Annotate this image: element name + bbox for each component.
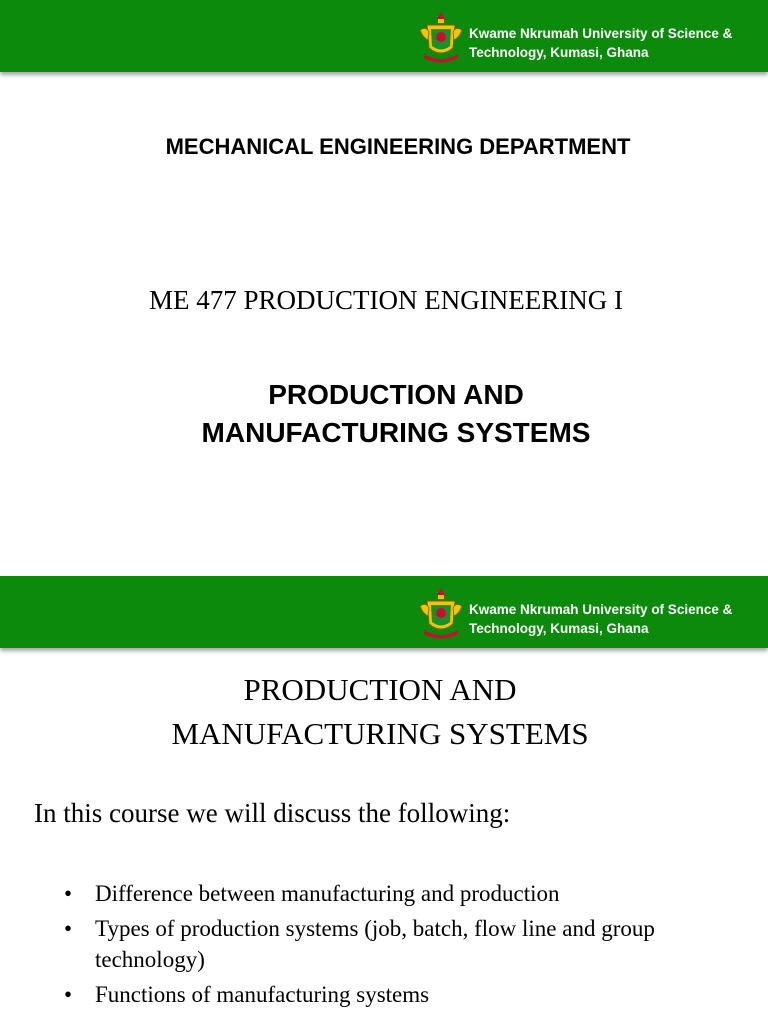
slide-title-line-2: MANUFACTURING SYSTEMS xyxy=(201,417,591,448)
knust-crest-icon xyxy=(418,10,464,66)
knust-crest-icon xyxy=(418,586,464,642)
slide-title-line-1: PRODUCTION AND xyxy=(243,672,517,707)
bullet-icon: • xyxy=(64,916,73,941)
bullet-icon: • xyxy=(64,881,73,906)
slide-title-line-2: MANUFACTURING SYSTEMS xyxy=(171,716,589,751)
slide-title xyxy=(0,668,760,756)
list-item-text: Types of production systems (job, batch, flow line and group technology) xyxy=(95,916,655,972)
slide-title-line-1: PRODUCTION AND xyxy=(268,379,524,410)
bullet-icon: • xyxy=(64,982,73,1007)
university-banner xyxy=(0,576,768,648)
list-item xyxy=(0,913,768,975)
intro-text: In this course we will discuss the following: xyxy=(34,798,511,828)
slide-title xyxy=(0,376,768,452)
department-heading: MECHANICAL ENGINEERING DEPARTMENT xyxy=(165,134,631,159)
list-item xyxy=(0,878,768,909)
university-name: Kwame Nkrumah University of Science & Technology, Kumasi, Ghana xyxy=(469,602,733,636)
university-name: Kwame Nkrumah University of Science & Technology, Kumasi, Ghana xyxy=(469,26,733,60)
content-slide xyxy=(0,576,768,1024)
list-item-text: Difference between manufacturing and production xyxy=(95,881,560,906)
university-banner xyxy=(0,0,768,72)
list-item xyxy=(0,979,768,1010)
list-item-text: Functions of manufacturing systems xyxy=(95,982,430,1007)
course-code: ME 477 PRODUCTION ENGINEERING I xyxy=(149,285,623,315)
topic-list xyxy=(0,878,768,1014)
